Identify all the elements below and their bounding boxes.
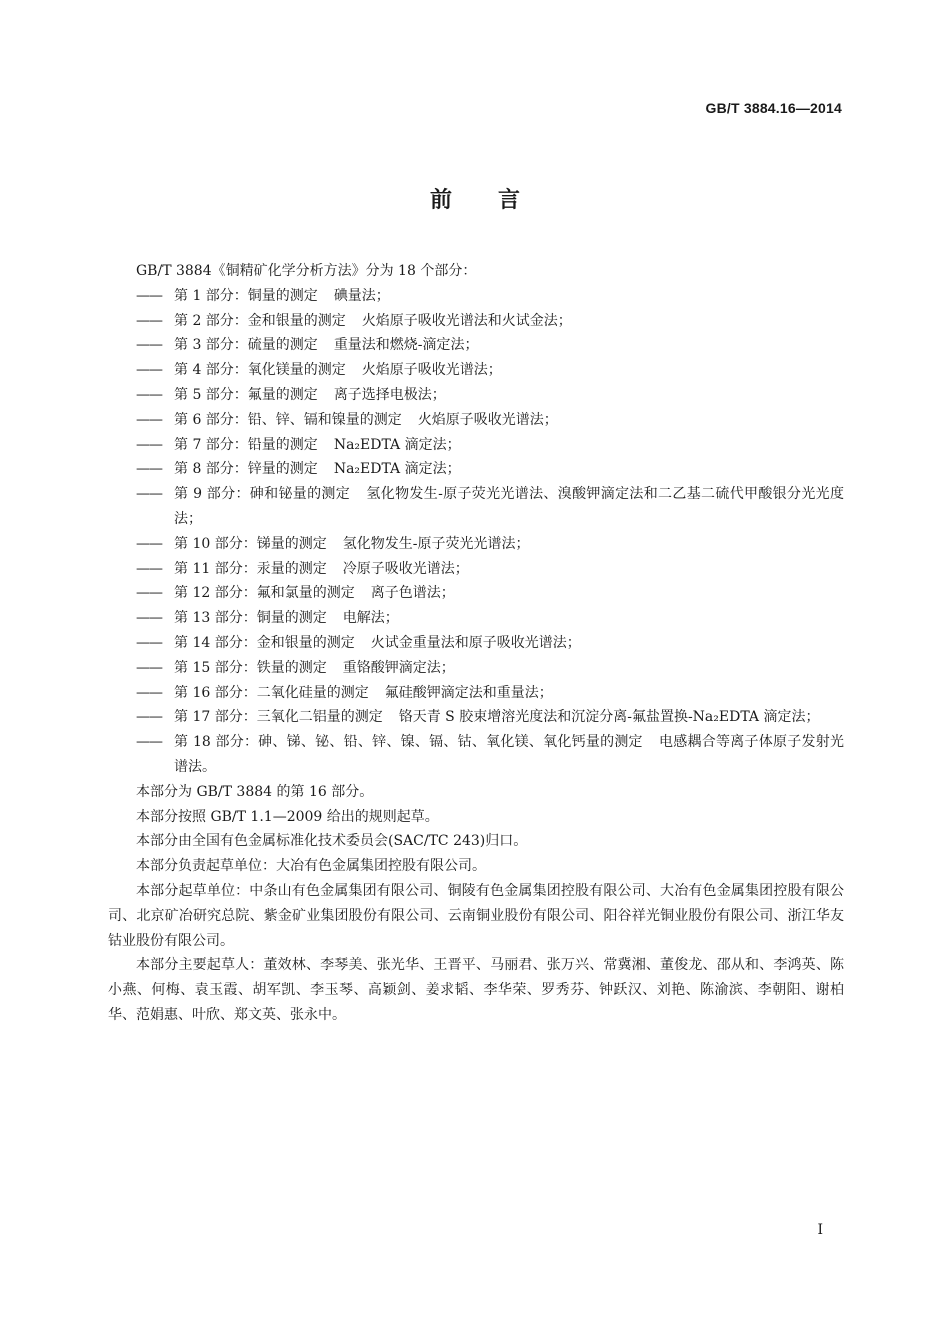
page-number: I [817,1222,823,1238]
part-method: 电解法； [342,610,399,627]
dash-marker: —— [136,734,162,751]
part-method: 离子选择电极法； [333,386,446,403]
part-method: 碘量法； [333,287,390,304]
part-label: 第 5 部分：氟量的测定 [174,386,318,403]
dash-marker: —— [136,362,162,379]
part-label: 第 16 部分：二氧化硅量的测定 [174,684,369,701]
page-title: 前言 [429,188,566,213]
list-item [108,383,844,408]
part-label: 第 17 部分：三氧化二铝量的测定 [174,709,383,726]
document-body [108,259,844,1028]
part-method: 电感耦合等离子体原子发射光谱法。 [174,734,845,775]
list-item [108,656,844,681]
dash-marker: —— [136,287,162,304]
part-method: Na₂EDTA 滴定法； [333,461,461,478]
part-label: 第 13 部分：铜量的测定 [174,610,327,627]
paragraph-drafting-units: 本部分起草单位：中条山有色金属集团有限公司、铜陵有色金属集团控股有限公司、大冶有色金属集团控股有限公司、北京矿冶研究总院、紫金矿业集团股份有限公司、云南铜业股份有限公司、阳谷祥光铜业股份有限公司、浙江华友钴业股份有限公司。 [108,882,844,949]
dash-marker: —— [136,486,162,503]
parts-list [108,284,844,780]
part-method: 火焰原子吸收光谱法； [417,411,558,428]
dash-marker: —— [136,634,162,651]
part-label: 第 11 部分：汞量的测定 [174,560,327,577]
list-item [108,457,844,482]
dash-marker: —— [136,560,162,577]
paragraph-committee: 本部分由全国有色金属标准化技术委员会(SAC/TC 243)归口。 [136,833,528,850]
dash-marker: —— [136,386,162,403]
list-item [108,333,844,358]
part-method: 重量法和燃烧-滴定法； [333,337,479,354]
list-item [108,482,844,532]
list-item [108,705,844,730]
intro-paragraph: GB/T 3884《铜精矿化学分析方法》分为 18 个部分： [136,263,477,279]
dash-marker: —— [136,659,162,676]
part-label: 第 8 部分：锌量的测定 [174,461,318,478]
dash-marker: —— [136,585,162,602]
dash-marker: —— [136,461,162,478]
part-label: 第 4 部分：氧化镁量的测定 [174,362,346,379]
part-method: 铬天青 S 胶束增溶光度法和沉淀分离-氟盐置换-Na₂EDTA 滴定法； [398,709,820,726]
part-method: Na₂EDTA 滴定法； [333,436,461,453]
list-item [108,631,844,656]
dash-marker: —— [136,684,162,701]
list-item [108,681,844,706]
part-label: 第 3 部分：硫量的测定 [174,337,318,354]
list-item [108,557,844,582]
paragraph-drafting-rules: 本部分按照 GB/T 1.1—2009 给出的规则起草。 [136,808,439,825]
dash-marker: —— [136,312,162,329]
list-item [108,358,844,383]
part-method: 离子色谱法； [370,585,455,602]
part-label: 第 6 部分：铅、锌、镉和镍量的测定 [174,411,402,428]
dash-marker: —— [136,535,162,552]
part-method: 重铬酸钾滴定法； [342,659,455,676]
dash-marker: —— [136,709,162,726]
part-method: 火焰原子吸收光谱法和火试金法； [361,312,572,329]
part-method: 氢化物发生-原子荧光光谱法、溴酸钾滴定法和二乙基二硫代甲酸银分光光度法； [174,486,845,527]
list-item [108,730,844,780]
part-label: 第 10 部分：锑量的测定 [174,535,327,552]
list-item [108,408,844,433]
dash-marker: —— [136,337,162,354]
dash-marker: —— [136,610,162,627]
part-label: 第 7 部分：铅量的测定 [174,436,318,453]
list-item [108,284,844,309]
part-label: 第 15 部分：铁量的测定 [174,659,327,676]
part-label: 第 12 部分：氟和氯量的测定 [174,585,355,602]
list-item [108,433,844,458]
list-item [108,581,844,606]
list-item [108,532,844,557]
part-method: 火试金重量法和原子吸收光谱法； [370,634,581,651]
dash-marker: —— [136,436,162,453]
part-method: 氢化物发生-原子荧光光谱法； [342,535,530,552]
standard-number: GB/T 3884.16—2014 [705,100,842,116]
part-method: 火焰原子吸收光谱法； [361,362,502,379]
list-item [108,606,844,631]
dash-marker: —— [136,411,162,428]
part-label: 第 9 部分：砷和铋量的测定 [174,486,351,503]
part-method: 氟硅酸钾滴定法和重量法； [384,684,553,701]
part-method: 冷原子吸收光谱法； [342,560,469,577]
paragraph-drafters: 本部分主要起草人：董效林、李琴美、张光华、王晋平、马丽君、张万兴、常冀湘、董俊龙、邵从和、李鸿英、陈小燕、何梅、袁玉霞、胡军凯、李玉琴、高颖剑、姜求韬、李华荣、罗秀芬、钟跃汉、刘艳、陈渝滨、李朝阳、谢柏华、范娟惠、叶欣、郑文英、张永中。 [108,957,844,1023]
paragraph-part-number: 本部分为 GB/T 3884 的第 16 部分。 [136,783,374,800]
paragraph-responsible-unit: 本部分负责起草单位：大冶有色金属集团控股有限公司。 [136,858,486,875]
list-item [108,309,844,334]
part-label: 第 18 部分：砷、锑、铋、铅、锌、镍、镉、钴、氧化镁、氧化钙量的测定 [174,734,643,751]
part-label: 第 2 部分：金和银量的测定 [174,312,346,329]
part-label: 第 1 部分：铜量的测定 [174,287,318,304]
part-label: 第 14 部分：金和银量的测定 [174,634,355,651]
